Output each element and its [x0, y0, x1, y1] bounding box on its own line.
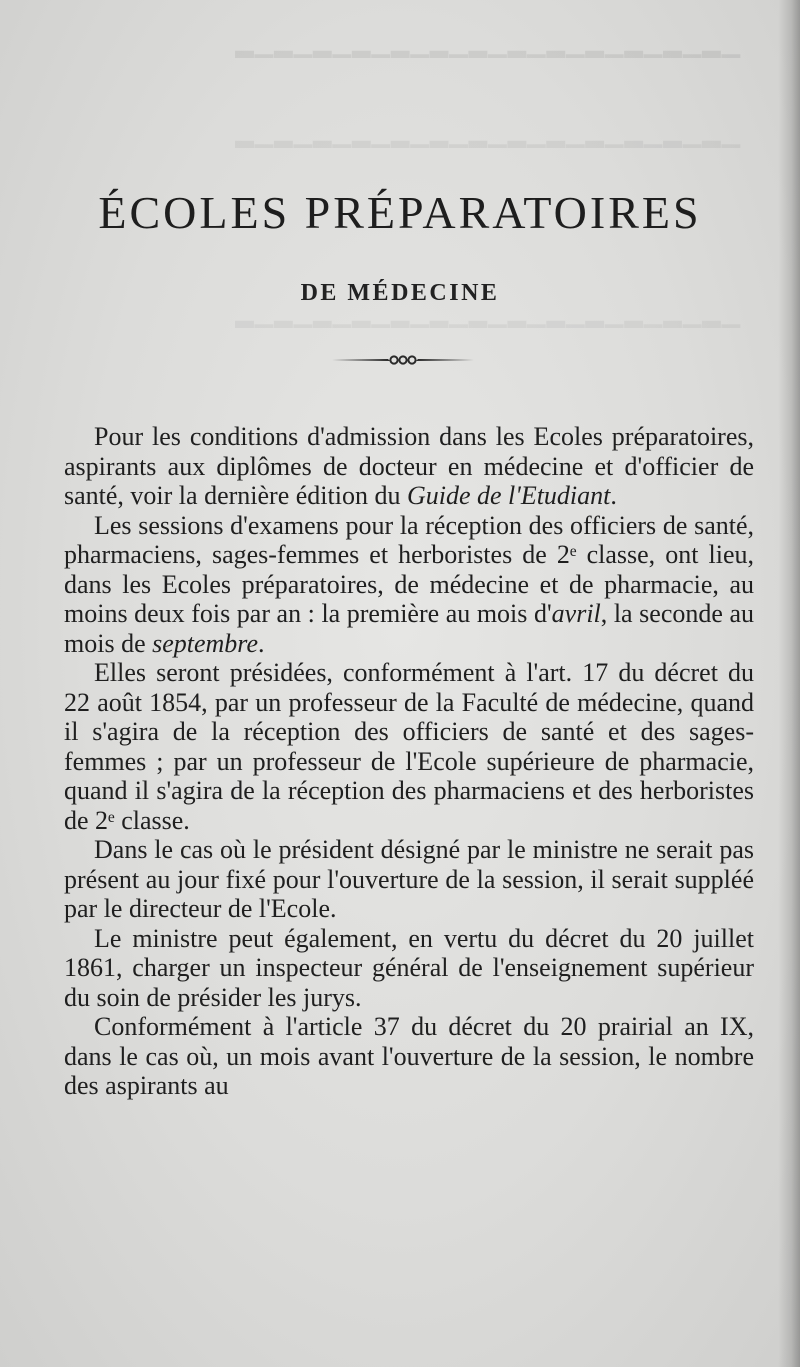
paragraph [64, 511, 754, 659]
paragraph-text: . [610, 481, 617, 510]
show-through-bleed: ▁▂▁▂▁▂▁▂▁▂▁▂▁▂▁▂▁▂▁▂▁▂▁▂▁▂ [234, 30, 740, 58]
paragraph: Conformément à l'article 37 du décret du 20 prairial an IX, dans le cas où, un mois avant l'ouverture de la session, le nombre des aspirants au [64, 1012, 754, 1100]
page-edge-shadow [778, 0, 800, 1367]
paragraph-text: Pour les conditions d'admission dans les Ecoles préparatoires, aspirants aux diplômes de docteur en médecine et d'officier de santé, voir la dernière édition du [64, 422, 754, 510]
italic-title: Guide de l'Etudiant [406, 481, 611, 510]
italic-month: septembre [152, 628, 259, 658]
page-subtitle: DE MÉDECINE [300, 280, 500, 306]
ornament-divider-icon [330, 352, 476, 368]
show-through-bleed: ▁▂▁▂▁▂▁▂▁▂▁▂▁▂▁▂▁▂▁▂▁▂▁▂▁▂ [234, 300, 740, 328]
paragraph-text: Les sessions d'examens pour la réception des officiers de santé, pharmaciens, sages-femmes et herboristes de 2ᵉ classe, ont lieu, dans les Ecoles préparatoires, de médecine et de pharmacie, au moins deux fois par an : la première au mois d' [64, 510, 754, 628]
body-text [64, 422, 754, 1101]
paragraph-text: . [258, 628, 265, 658]
paragraph: Dans le cas où le président désigné par le ministre ne serait pas présent au jour fixé pour l'ouverture de la session, il serait suppléé par le directeur de l'Ecole. [64, 835, 754, 923]
paragraph: Le ministre peut également, en vertu du décret du 20 juillet 1861, charger un inspecteur général de l'enseignement supérieur du soin de présider les jurys. [64, 923, 754, 1012]
italic-month: avril [551, 599, 601, 628]
paragraph: Elles seront présidées, conformément à l'art. 17 du décret du 22 août 1854, par un professeur de la Faculté de médecine, quand il s'agira de la réception des officiers de santé et des sages-femmes ; par un professeur de l'Ecole supérieure de pharmacie, quand il s'agira de la réception des pharmaciens et des herboristes de 2ᵉ classe. [64, 658, 754, 835]
paragraph-text: , la seconde au mois de [64, 599, 754, 658]
page-title: ÉCOLES PRÉPARATOIRES [98, 187, 702, 238]
paragraph [64, 422, 754, 511]
show-through-bleed: ▁▂▁▂▁▂▁▂▁▂▁▂▁▂▁▂▁▂▁▂▁▂▁▂▁▂ [234, 120, 740, 148]
